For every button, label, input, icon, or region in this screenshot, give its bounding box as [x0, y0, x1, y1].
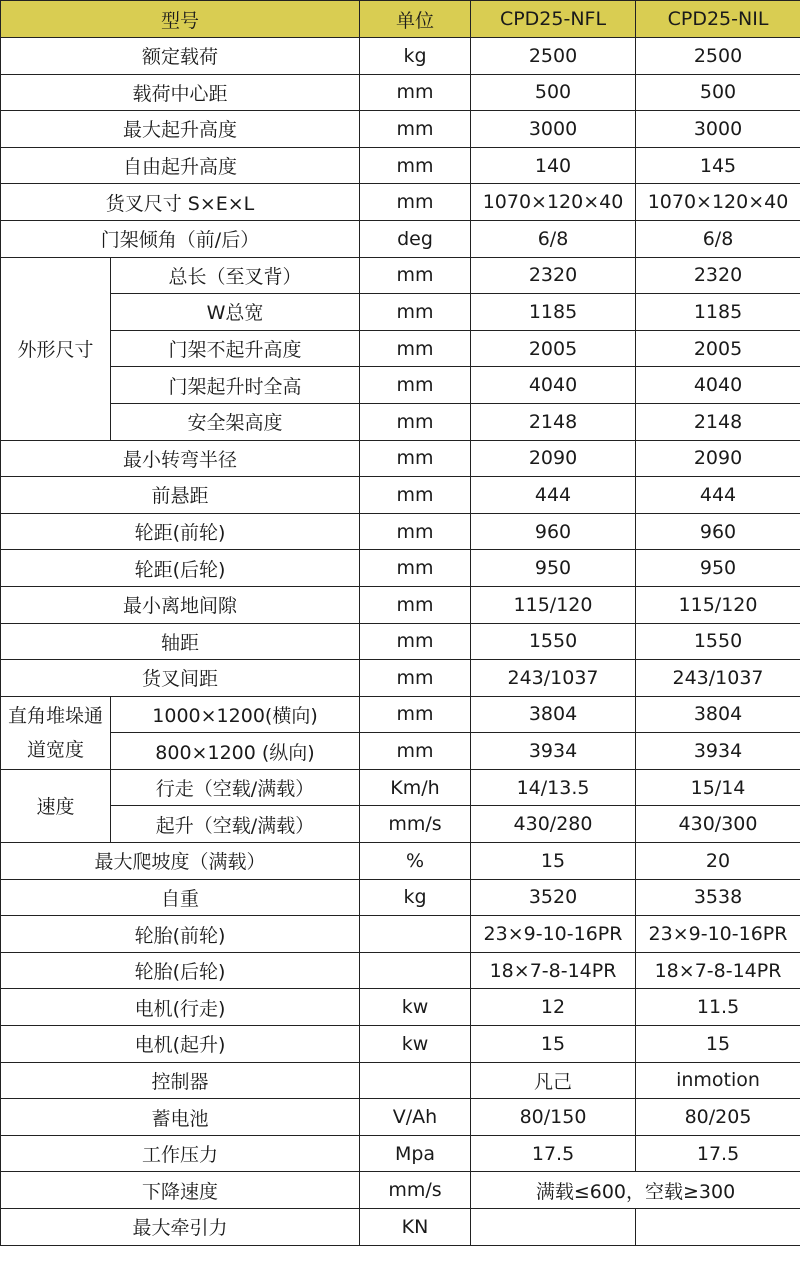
row-value-b: 4040	[636, 367, 800, 404]
row-name: 货叉间距	[1, 660, 360, 697]
row-unit: mm	[360, 147, 471, 184]
row-name: 起升（空载/满载）	[111, 806, 360, 843]
table-row	[1, 1172, 800, 1209]
row-name: 蓄电池	[1, 1099, 360, 1136]
row-value-b: 17.5	[636, 1135, 800, 1172]
row-unit: mm	[360, 696, 471, 733]
header-name: 型号	[1, 1, 360, 38]
row-value-a: 1070×120×40	[471, 184, 636, 221]
row-name: 轮胎(后轮)	[1, 952, 360, 989]
row-value-b: 3538	[636, 879, 800, 916]
table-row	[1, 550, 800, 587]
row-name: W总宽	[111, 294, 360, 331]
row-value-b: 243/1037	[636, 660, 800, 697]
table-row	[1, 1209, 800, 1246]
row-value-a: 430/280	[471, 806, 636, 843]
row-unit	[360, 952, 471, 989]
header-unit: 单位	[360, 1, 471, 38]
row-value-a: 444	[471, 477, 636, 514]
row-value-b: 1185	[636, 294, 800, 331]
row-value-b: 3000	[636, 111, 800, 148]
row-name: 最大起升高度	[1, 111, 360, 148]
row-name: 行走（空载/满载）	[111, 769, 360, 806]
row-name: 前悬距	[1, 477, 360, 514]
row-value-b: 80/205	[636, 1099, 800, 1136]
row-value-b: 6/8	[636, 220, 800, 257]
row-unit	[360, 1062, 471, 1099]
row-value-b: 23×9-10-16PR	[636, 916, 800, 953]
row-name: 1000×1200(横向)	[111, 696, 360, 733]
table-row	[1, 1135, 800, 1172]
table-row	[1, 440, 800, 477]
row-unit: mm	[360, 367, 471, 404]
row-value-a: 4040	[471, 367, 636, 404]
row-unit: mm	[360, 330, 471, 367]
row-unit: kw	[360, 989, 471, 1026]
table-row	[1, 1099, 800, 1136]
table-row	[1, 367, 800, 404]
row-value-b: 1070×120×40	[636, 184, 800, 221]
row-name: 货叉尺寸 S×E×L	[1, 184, 360, 221]
row-value-b: 3934	[636, 733, 800, 770]
row-name: 控制器	[1, 1062, 360, 1099]
row-unit: mm	[360, 477, 471, 514]
row-name: 电机(行走)	[1, 989, 360, 1026]
row-value-b: 20	[636, 843, 800, 880]
row-name: 额定载荷	[1, 38, 360, 75]
row-value-b: 960	[636, 513, 800, 550]
table-row	[1, 477, 800, 514]
table-row	[1, 38, 800, 75]
row-value-b: 2090	[636, 440, 800, 477]
row-value-b	[636, 1209, 800, 1246]
row-name: 轮胎(前轮)	[1, 916, 360, 953]
row-name: 门架倾角（前/后）	[1, 220, 360, 257]
row-value-a: 243/1037	[471, 660, 636, 697]
table-row	[1, 330, 800, 367]
table-row	[1, 769, 800, 806]
row-value-a: 23×9-10-16PR	[471, 916, 636, 953]
row-name: 轮距(后轮)	[1, 550, 360, 587]
group-label-aisle: 直角堆垛通道宽度	[1, 696, 111, 769]
row-value-b: 950	[636, 550, 800, 587]
row-value-a: 3934	[471, 733, 636, 770]
row-name: 自重	[1, 879, 360, 916]
row-value-a: 3000	[471, 111, 636, 148]
header-model-a: CPD25-NFL	[471, 1, 636, 38]
row-value-b: 18×7-8-14PR	[636, 952, 800, 989]
row-value-b: 115/120	[636, 586, 800, 623]
row-value-a: 6/8	[471, 220, 636, 257]
table-row	[1, 403, 800, 440]
row-name: 轮距(前轮)	[1, 513, 360, 550]
row-value-a: 14/13.5	[471, 769, 636, 806]
row-unit: mm	[360, 586, 471, 623]
row-value-a: 2500	[471, 38, 636, 75]
row-value-a: 3804	[471, 696, 636, 733]
table-row	[1, 111, 800, 148]
row-value-b: 2500	[636, 38, 800, 75]
row-unit: mm/s	[360, 806, 471, 843]
row-unit: mm/s	[360, 1172, 471, 1209]
row-unit: mm	[360, 257, 471, 294]
row-name: 最小转弯半径	[1, 440, 360, 477]
row-name: 总长（至叉背）	[111, 257, 360, 294]
row-unit: Mpa	[360, 1135, 471, 1172]
table-row	[1, 220, 800, 257]
row-value-b: 3804	[636, 696, 800, 733]
row-value-a: 3520	[471, 879, 636, 916]
row-value-a: 18×7-8-14PR	[471, 952, 636, 989]
row-unit: mm	[360, 74, 471, 111]
row-unit: kg	[360, 879, 471, 916]
row-unit: V/Ah	[360, 1099, 471, 1136]
row-unit: mm	[360, 660, 471, 697]
row-value-a: 960	[471, 513, 636, 550]
row-name: 门架不起升高度	[111, 330, 360, 367]
row-unit: Km/h	[360, 769, 471, 806]
table-row	[1, 184, 800, 221]
row-value-a: 500	[471, 74, 636, 111]
row-value-b: 15	[636, 1026, 800, 1063]
row-unit: mm	[360, 623, 471, 660]
row-unit: KN	[360, 1209, 471, 1246]
table-row	[1, 623, 800, 660]
row-value-a: 2320	[471, 257, 636, 294]
row-value-b: 2148	[636, 403, 800, 440]
header-model-b: CPD25-NIL	[636, 1, 800, 38]
table-row	[1, 733, 800, 770]
table-row	[1, 989, 800, 1026]
table-row	[1, 843, 800, 880]
row-value-a: 950	[471, 550, 636, 587]
row-name: 工作压力	[1, 1135, 360, 1172]
table-row	[1, 74, 800, 111]
row-value-a: 1185	[471, 294, 636, 331]
table-row	[1, 257, 800, 294]
row-unit: kw	[360, 1026, 471, 1063]
row-name: 载荷中心距	[1, 74, 360, 111]
row-name: 安全架高度	[111, 403, 360, 440]
row-name: 下降速度	[1, 1172, 360, 1209]
table-row	[1, 147, 800, 184]
row-value-a: 80/150	[471, 1099, 636, 1136]
table-row	[1, 1062, 800, 1099]
row-value-a: 15	[471, 1026, 636, 1063]
table-row	[1, 1026, 800, 1063]
row-value-a: 凡己	[471, 1062, 636, 1099]
row-value-a: 2090	[471, 440, 636, 477]
row-name: 轴距	[1, 623, 360, 660]
row-name: 最大爬坡度（满载）	[1, 843, 360, 880]
row-unit: mm	[360, 550, 471, 587]
row-unit: kg	[360, 38, 471, 75]
row-unit: mm	[360, 513, 471, 550]
row-unit: deg	[360, 220, 471, 257]
table-row	[1, 952, 800, 989]
row-value-b: 2005	[636, 330, 800, 367]
row-value-a: 115/120	[471, 586, 636, 623]
row-value-b: 15/14	[636, 769, 800, 806]
row-value-b: 444	[636, 477, 800, 514]
row-value-a: 17.5	[471, 1135, 636, 1172]
row-name: 自由起升高度	[1, 147, 360, 184]
row-unit: mm	[360, 111, 471, 148]
row-unit: mm	[360, 440, 471, 477]
row-name: 门架起升时全高	[111, 367, 360, 404]
row-unit: %	[360, 843, 471, 880]
row-unit: mm	[360, 294, 471, 331]
table-row	[1, 916, 800, 953]
row-value-a: 15	[471, 843, 636, 880]
group-label-speed: 速度	[1, 769, 111, 842]
row-value-b: inmotion	[636, 1062, 800, 1099]
row-value-a: 2148	[471, 403, 636, 440]
row-value-a: 1550	[471, 623, 636, 660]
row-name: 最小离地间隙	[1, 586, 360, 623]
table-row	[1, 696, 800, 733]
header-row	[1, 1, 800, 38]
row-unit	[360, 916, 471, 953]
group-label-dimensions: 外形尺寸	[1, 257, 111, 440]
row-unit: mm	[360, 733, 471, 770]
table-row	[1, 586, 800, 623]
row-value-b: 11.5	[636, 989, 800, 1026]
row-value-b: 2320	[636, 257, 800, 294]
row-name: 800×1200 (纵向)	[111, 733, 360, 770]
row-name: 最大牵引力	[1, 1209, 360, 1246]
row-value-merged: 满载≤600，空载≥300	[471, 1172, 800, 1209]
table-row	[1, 513, 800, 550]
row-value-b: 500	[636, 74, 800, 111]
row-value-a: 12	[471, 989, 636, 1026]
row-value-a: 2005	[471, 330, 636, 367]
row-unit: mm	[360, 184, 471, 221]
row-value-a: 140	[471, 147, 636, 184]
row-unit: mm	[360, 403, 471, 440]
table-row	[1, 806, 800, 843]
table-row	[1, 879, 800, 916]
row-value-b: 430/300	[636, 806, 800, 843]
table-row	[1, 294, 800, 331]
row-value-b: 1550	[636, 623, 800, 660]
row-value-a	[471, 1209, 636, 1246]
row-name: 电机(起升)	[1, 1026, 360, 1063]
table-row	[1, 660, 800, 697]
row-value-b: 145	[636, 147, 800, 184]
